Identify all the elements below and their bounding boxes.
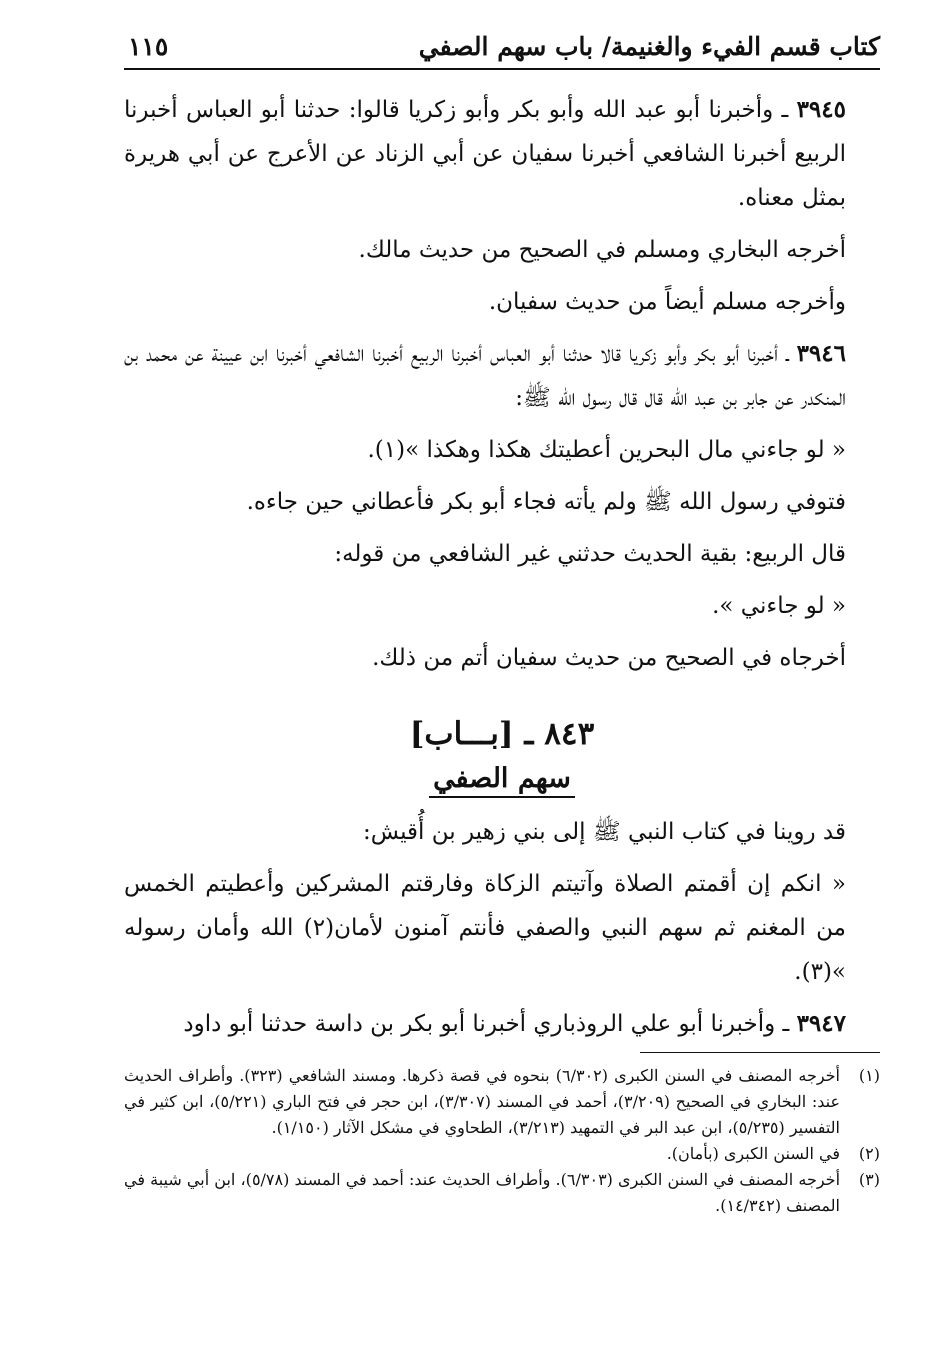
footnote-separator [640,1052,880,1053]
footnote-text: أخرجه المصنف في السنن الكبرى (٦/٣٠٢) بنحوه في قصة ذكرها. ومسند الشافعي (٣٢٣). وأطراف الحديث عند: البخاري في الصحيح (٣/٢٠٩)، أحمد في المسند (٣/٣٠٧)، ابن حجر في فتح الباري (٥/٢٢١)، ابن كثير في التفسير (٥/٢٣٥)، ابن عبد البر في التمهيد (٣/٢١٣)، الطحاوي في مشكل الآثار (١/١٥٠). [124,1066,841,1137]
footnote-1 [124,1063,880,1141]
takhrij-paragraph: وأخرجه مسلم أيضاً من حديث سفيان. [488,289,846,315]
footnote-2 [124,1141,880,1167]
footnote-mark: (١) [858,1066,880,1085]
quote-paragraph: « لو جاءني ». [712,593,846,619]
footnote-3 [124,1167,880,1219]
footnote-text: في السنن الكبرى (بأمان). [666,1144,840,1163]
page-number: ١١٥ [128,32,169,61]
footnote-mark: (٢) [858,1144,880,1163]
takhrij-paragraph: أخرجه البخاري ومسلم في الصحيح من حديث مالك. [358,237,846,263]
hadith-number: ٣٩٤٥ [796,96,846,123]
intro-paragraph: قد روينا في كتاب النبي ﷺ إلى بني زهير بن أُقيش: [363,819,846,845]
hadith-text: ـ وأخبرنا أبو علي الروذباري أخبرنا أبو بكر بن داسة حدثنا أبو داود [183,1011,797,1037]
footnotes [124,1052,880,1219]
hadith-number: ٣٩٤٦ [796,340,846,367]
hadith-number: ٣٩٤٧ [796,1010,846,1037]
footnote-text: أخرجه المصنف في السنن الكبرى (٦/٣٠٣). وأطراف الحديث عند: أحمد في المسند (٥/٧٨)، ابن أبي شيبة في المصنف (١٤/٣٤٢). [124,1170,841,1215]
chapter-heading: ٨٤٣ ـ [بـــاب] [409,716,595,752]
hadith-text: ـ وأخبرنا أبو عبد الله وأبو بكر وأبو زكريا قالوا: حدثنا أبو العباس أخبرنا الربيع أخبرنا الشافعي أخبرنا سفيان عن أبي الزناد عن الأعرج عن أبي هريرة بمثل معناه. [124,97,846,211]
footnote-mark: (٣) [858,1170,880,1189]
narration-paragraph: قال الربيع: بقية الحديث حدثني غير الشافعي من قوله: [334,541,846,567]
hadith-text: ـ أخبرنا أبو بكر وأبو زكريا قالا حدثنا أبو العباس أخبرنا الربيع أخبرنا الشافعي أخبرنا ابن عيينة عن محمد بن المنكدر عن جابر بن عبد الله قال قال رسول الله ﷺ: [124,341,846,411]
page-header [124,30,880,70]
hadith-3947 [124,1002,880,1046]
chapter-subheading-text: سهم الصفي [429,763,575,798]
running-title: كتاب قسم الفيء والغنيمة/ باب سهم الصفي [418,32,880,61]
hadith-3945 [124,88,880,220]
takhrij-paragraph: أخرجاه في الصحيح من حديث سفيان أتم من ذلك. [372,645,846,671]
chapter-subheading [124,760,880,798]
quote-paragraph: « انكم إن أقمتم الصلاة وآتيتم الزكاة وفارقتم المشركين وأعطيتم الخمس من المغنم ثم سهم النبي والصفي فأنتم آمنون لأمان(٢) الله وأمان رسوله »(٣). [124,871,846,985]
document-page [124,30,880,1054]
hadith-3946 [124,332,880,420]
main-text [124,88,880,1046]
narration-paragraph: فتوفي رسول الله ﷺ ولم يأته فجاء أبو بكر فأعطاني حين جاءه. [246,489,846,515]
quote-paragraph: « لو جاءني مال البحرين أعطيتك هكذا وهكذا »(١). [367,437,846,463]
